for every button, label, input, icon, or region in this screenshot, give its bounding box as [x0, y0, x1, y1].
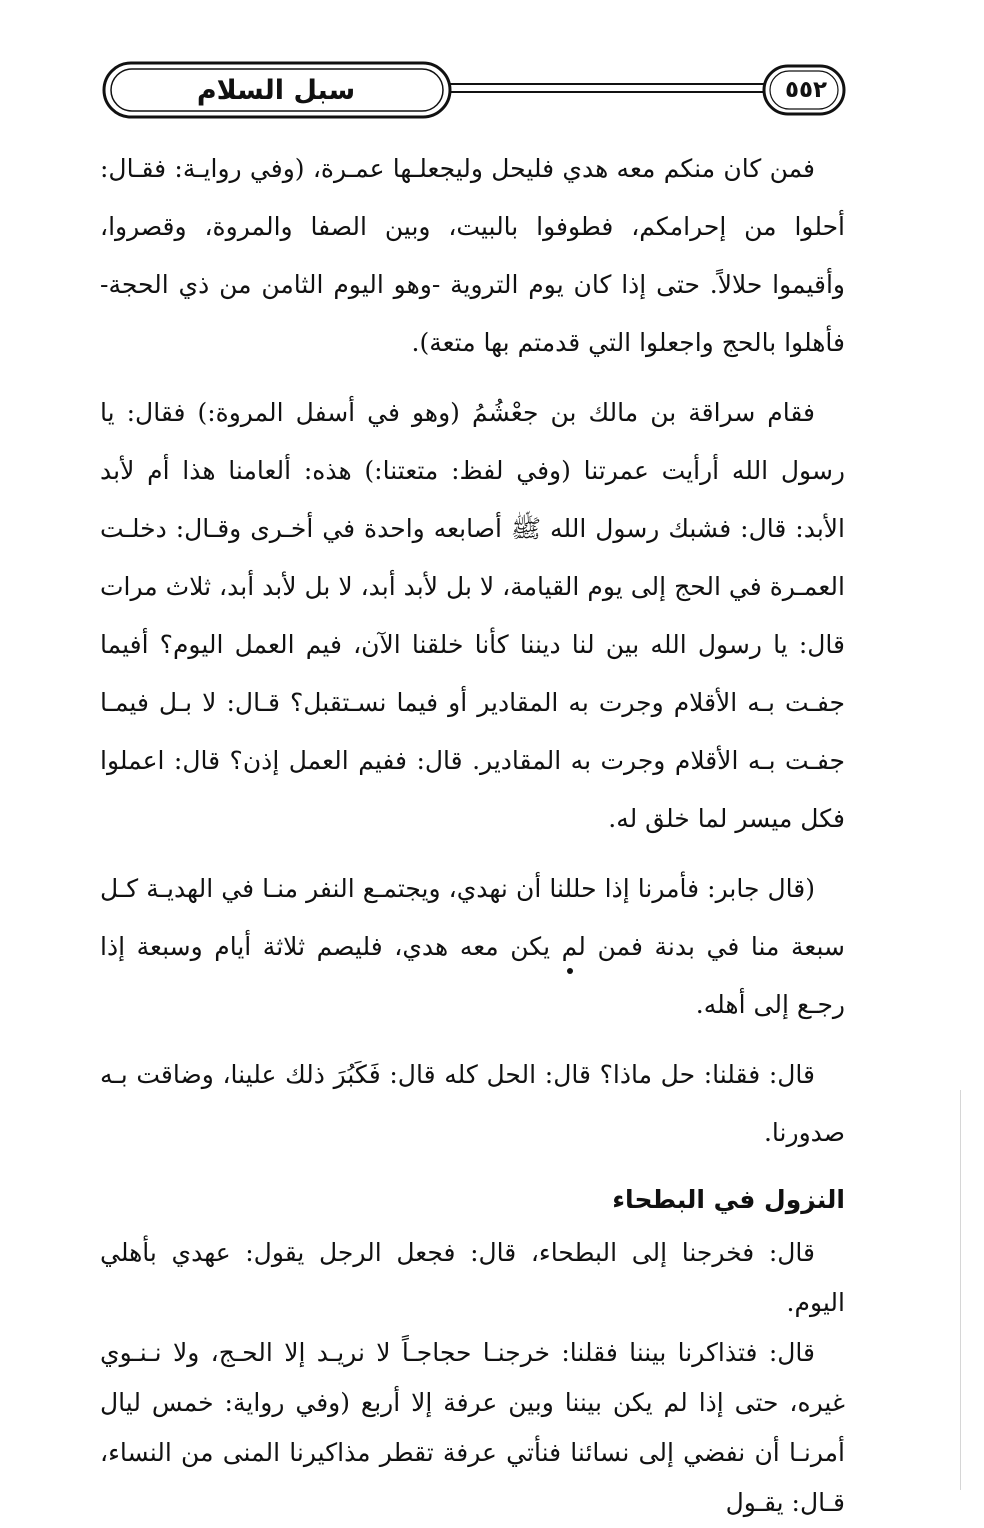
section-heading: النزول في البطحاء [612, 1185, 845, 1214]
page-body [100, 140, 845, 1528]
paragraph-4: قال: فقلنا: حل ماذا؟ قال: الحل كله قال: فَكَبُرَ ذلك علينا، وضاقت بـه صدورنا. [100, 1060, 845, 1147]
paragraph-5: قال: فخرجنا إلى البطحاء، قال: فجعل الرجل يقول: عهدي بأهلي اليوم. [100, 1238, 845, 1317]
scan-edge-line [960, 1090, 961, 1490]
paragraph-1: فمن كان منكم معه هدي فليحل وليجعلـها عمـرة، (وفي روايـة: فقـال: أحلوا من إحرامكم، فطوفوا بالبيت، وبين الصفا والمروة، وقصروا، وأقيموا حلالاً. حتى إذا كان يوم التروية -وهو اليوم الثامن من ذي الحجة- فأهلوا بالحج واجعلوا التي قدمتم بها متعة). [100, 154, 845, 357]
paragraph-6: قال: فتذاكرنا بيننا فقلنا: خرجنـا حجاجـاً لا نريـد إلا الحـج، ولا نـنـوي غيره، حتى إذا لم يكن بيننا وبين عرفة إلا أربع (وفي رواية: خمس ليال أمرنـا أن نفضي إلى نسائنا فنأتي عرفة تقطر مذاكيرنا المنى من النساء، قـال: يقـول [100, 1338, 845, 1517]
paragraph-3: (قال جابر: فأمرنا إذا حللنا أن نهدي، ويجتمـع النفر منـا في الهديـة كـل سبعة منا في بدنة فمن لم يكن معه هدي، فليصم ثلاثة أيام وسبعة إذا رجـع إلى أهله. [100, 874, 845, 1019]
stray-ink-dot [567, 968, 573, 974]
running-title: سبل السلام [196, 74, 356, 106]
page-number: ٥٥٢ [784, 77, 828, 103]
paragraph-2: فقام سراقة بن مالك بن جعْشُمُ (وهو في أسفل المروة:) فقال: يا رسول الله أرأيت عمرتنا (وفي لفظ: متعتنا:) هذه: ألعامنا هذا أم لأبد الأبد: قال: فشبك رسول الله ﷺ أصابعه واحدة في أخـرى وقـال: دخلـت العمـرة في الحج إلى يوم القيامة، لا بل لأبد أبد، لا بل لأبد أبد، ثلاث مرات قال: يا رسول الله بين لنا ديننا كأنا خلقنا الآن، فيم العمل اليوم؟ أفيما جفـت بـه الأقلام وجرت به المقادير أو فيما نسـتقبل؟ قـال: لا بـل فيمـا جفـت بـه الأقلام وجرت به المقادير. قال: ففيم العمل إذن؟ قال: اعملوا فكل ميسر لما خلق له. [100, 398, 845, 833]
page-header [100, 60, 848, 120]
